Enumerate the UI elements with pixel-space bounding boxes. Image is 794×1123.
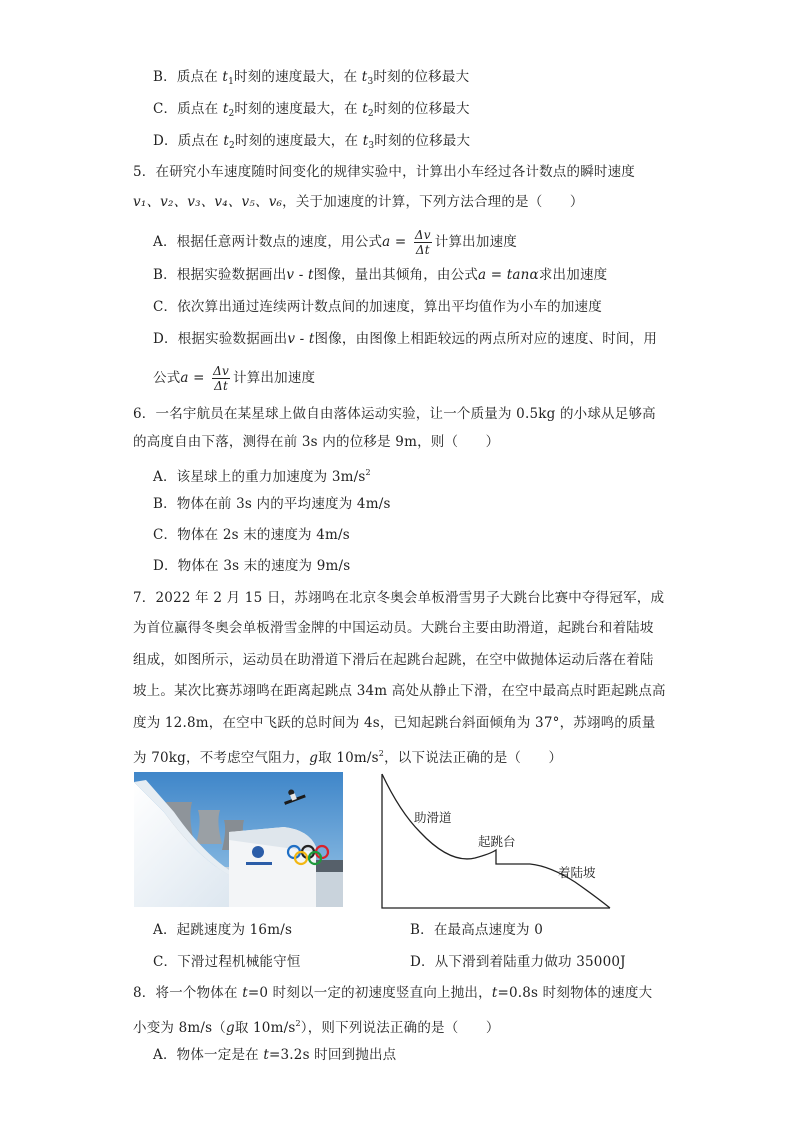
label-takeoff-ramp: 起跳台 [478,834,516,849]
q6-option-b: B．物体在前 3s 内的平均速度为 4m/s [153,496,391,512]
label-landing-slope: 着陆坡 [558,865,596,880]
q6-stem-line1: 6．一名宇航员在某星球上做自由落体运动实验，让一个质量为 0.5kg 的小球从足够高 [133,406,656,422]
q7-stem-line2: 为首位赢得冬奥会单板滑雪金牌的中国运动员。大跳台主要由助滑道，起跳台和着陆坡 [133,620,654,636]
q7-option-b: B．在最高点速度为 0 [410,922,544,938]
ramp-profile-svg [380,772,612,910]
q4-option-d: D．质点在 $t_2$时刻的速度最大，在 $t_3$时刻的位移最大 [153,133,471,151]
q4-option-b: B．质点在 $t_1$时刻的速度最大，在 $t_3$时刻的位移最大 [153,69,470,87]
q8-option-a: A．物体一定是在 t=3.2s 时回到抛出点 [153,1047,397,1063]
q7-stem-line1: 7．2022 年 2 月 15 日，苏翊鸣在北京冬奥会单板滑雪男子大跳台比赛中夺得冠军，成 [133,590,665,606]
q5-option-d-line2: 公式a = $\frac{\Delta v}{\Delta t}$ 计算出加速度 [153,364,316,393]
q7-stem-line5: 度为 12.8m，在空中飞跃的总时间为 4s，已知起跳台斜面倾角为 37°，苏翊鸣的质量 [133,715,656,731]
q8-stem-line2: 小变为 8m/s（g取 $10m/s^2$），则下列说法正确的是（ ） [133,1019,500,1036]
q6-stem-line2: 的高度自由下落，测得在前 3s 内的位移是 9m，则（ ） [133,434,500,450]
q5-option-a: A．根据任意两计数点的速度，用公式a = $\frac{\Delta v}{\Delta t}$ 计算出加速度 [153,228,517,257]
q5-stem-line1: 5．在研究小车速度随时间变化的规律实验中，计算出小车经过各计数点的瞬时速度 [133,164,635,180]
big-air-venue-photo [134,772,343,907]
q7-stem-line4: 坡上。某次比赛苏翊鸣在距离起跳点 34m 高处从静止下滑，在空中最高点时距起跳点高 [133,683,666,699]
q5-option-b: B．根据实验数据画出v - t图像，量出其倾角，由公式a = tanα求出加速度 [153,267,608,283]
label-approach-slope: 助滑道 [414,810,452,825]
q8-stem-line1: 8．将一个物体在 t=0 时刻以一定的初速度竖直向上抛出，t=0.8s 时刻物体的速度大 [133,985,653,1001]
q7-option-a: A．起跳速度为 16m/s [153,922,293,938]
q7-stem-line6: 为 70kg，不考虑空气阻力，g取 $10m/s^2$，以下说法正确的是（ ） [133,749,563,766]
q6-option-a: A．该星球上的重力加速度为 $3m/s^2$ [153,468,371,485]
q7-option-c: C．下滑过程机械能守恒 [153,954,301,970]
q5-option-d-line1: D．根据实验数据画出v - t图像，由图像上相距较远的两点所对应的速度、时间，用 [153,331,658,347]
q5-option-c: C．依次算出通过连续两计数点间的加速度，算出平均值作为小车的加速度 [153,299,602,315]
q4-option-c: C．质点在 $t_2$时刻的速度最大，在 $t_2$时刻的位移最大 [153,101,470,119]
ramp-profile-diagram [380,772,612,910]
q7-stem-line3: 组成，如图所示，运动员在助滑道下滑后在起跳台起跳，在空中做抛体运动后落在着陆 [133,652,654,668]
delta-v-over-delta-t: $\frac{\Delta v}{\Delta t}$ [213,364,230,393]
q6-option-c: C．物体在 2s 末的速度为 4m/s [153,527,350,543]
venue-photo-illustration [134,772,343,907]
delta-v-over-delta-t: $\frac{\Delta v}{\Delta t}$ [414,228,431,257]
q7-option-d: D．从下滑到着陆重力做功 35000J [410,954,626,970]
q6-option-d: D．物体在 3s 末的速度为 9m/s [153,558,351,574]
q5-stem-line2: v₁、v₂、v₃、v₄、v₅、v₆，关于加速度的计算，下列方法合理的是（ ） [133,194,584,210]
